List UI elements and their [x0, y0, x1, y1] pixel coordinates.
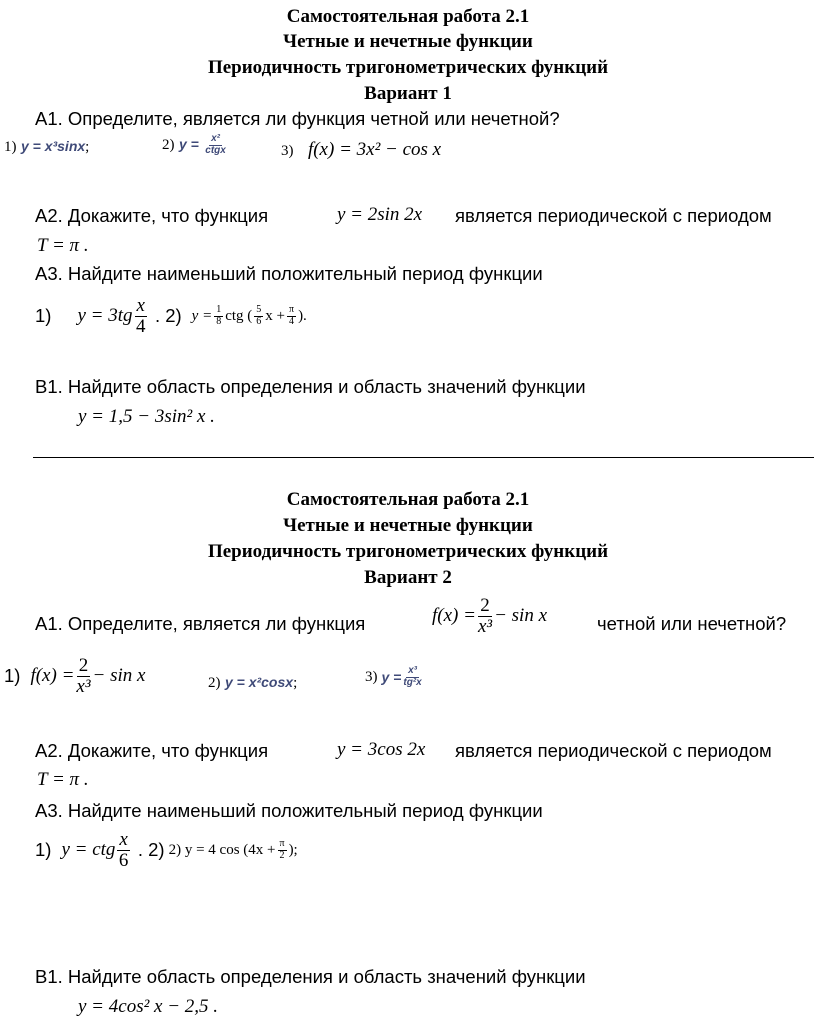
task-a2-formula: y = 2sin 2x	[337, 204, 423, 225]
task-a1-option-1	[4, 656, 145, 697]
fraction-denominator: 4	[135, 315, 146, 337]
fraction-denominator: tg²x	[403, 676, 422, 688]
task-b1-formula: y = 1,5 − 3sin² x .	[78, 406, 215, 427]
formula-rhs: − sin x	[92, 665, 146, 687]
formula-lhs: y =	[381, 669, 402, 685]
formula-lhs: y = 3tg	[77, 305, 133, 327]
variant-label: Вариант 2	[364, 567, 452, 588]
task-b1-text: В1. Найдите область определения и область значений функции	[35, 376, 586, 397]
task-a2-rest: является периодической с периодом	[455, 740, 772, 761]
fraction-numerator: 1	[216, 304, 222, 316]
fraction-denominator: x³	[76, 675, 91, 697]
task-a2-rest: является периодической с периодом	[455, 205, 772, 226]
formula: f(x) = 3x² − cos x	[307, 139, 442, 160]
fraction-denominator: x³	[477, 615, 493, 637]
formula-fraction	[214, 305, 223, 327]
formula-lhs: y = ctg	[61, 839, 116, 861]
task-a1-options	[4, 138, 89, 156]
formula-fraction	[117, 830, 129, 871]
fraction-denominator: 8	[216, 315, 222, 327]
work-subtitle: Периодичность тригонометрических функций	[207, 57, 609, 78]
option-number: 2)	[208, 675, 221, 691]
task-a2-text: А2. Докажите, что функция	[35, 740, 269, 761]
task-a2-formula: y = 3cos 2x	[337, 739, 426, 760]
fraction-numerator: π	[289, 304, 295, 316]
fraction-numerator: 5	[256, 304, 262, 316]
formula-fraction	[287, 305, 296, 327]
formula-text: x +	[265, 307, 285, 324]
option-number: 3)	[281, 143, 294, 159]
formula-fraction	[478, 596, 492, 637]
formula-fraction	[254, 305, 263, 327]
option-number: 1)	[4, 665, 21, 687]
task-a2-period: T = π .	[37, 769, 89, 790]
task-a3-text: А3. Найдите наименьший положительный период функции	[35, 263, 543, 284]
task-a2-text: А2. Докажите, что функция	[35, 205, 269, 226]
fraction-numerator: 2	[480, 595, 490, 616]
separator: ;	[293, 675, 298, 691]
formula-rhs: − sin x	[494, 605, 548, 627]
task-a3-text: А3. Найдите наименьший положительный период функции	[35, 800, 543, 821]
fraction-denominator: 6	[118, 849, 129, 871]
fraction-numerator: π	[279, 838, 285, 850]
formula-fraction	[403, 666, 421, 688]
fraction-denominator: ctgx	[205, 144, 226, 156]
task-a3-options	[35, 296, 307, 337]
separator: . 2)	[137, 839, 165, 861]
formula-fraction	[205, 134, 226, 156]
option-number: 1)	[4, 139, 17, 155]
task-a1-text: А1. Определите, является ли функция	[35, 613, 366, 634]
work-title: Самостоятельная работа 2.1	[286, 489, 530, 510]
work-subtitle: Четные и нечетные функции	[283, 515, 533, 536]
separator: ;	[85, 139, 90, 155]
task-a1-rest: четной или нечетной?	[597, 613, 787, 634]
fraction-denominator: 2	[279, 849, 285, 861]
task-a1-text: А1. Определите, является ли функция четной или нечетной?	[35, 108, 560, 129]
formula-lhs: y =	[191, 307, 213, 324]
formula-fraction	[135, 296, 147, 337]
option-number: 1)	[35, 839, 52, 861]
formula-fraction	[278, 839, 287, 861]
fraction-denominator: 4	[289, 315, 295, 327]
formula-text: 2) y = 4 cos (4x +	[168, 841, 276, 858]
task-a1-option-3	[365, 666, 424, 688]
formula-lhs: y =	[178, 136, 199, 153]
formula-text: );	[288, 841, 298, 858]
formula-image: y = x³sinx	[20, 138, 86, 154]
separator: . 2)	[154, 305, 182, 327]
task-a1-formula	[432, 596, 547, 637]
formula-fraction	[76, 656, 90, 697]
task-b1-formula: y = 4cos² x − 2,5 .	[78, 996, 219, 1017]
option-number: 1)	[35, 305, 52, 327]
task-a2-period: T = π .	[37, 235, 89, 256]
task-a1-option-3	[281, 139, 441, 161]
section-divider	[33, 457, 814, 458]
variant-label: Вариант 1	[364, 83, 452, 104]
formula-image: y = x²cosx	[224, 674, 294, 690]
fraction-numerator: x	[119, 829, 128, 850]
fraction-numerator: 2	[78, 655, 89, 676]
formula-lhs: f(x) =	[30, 665, 75, 687]
option-number: 3)	[365, 668, 378, 685]
fraction-numerator: x	[136, 295, 145, 316]
task-b1-text: В1. Найдите область определения и область значений функции	[35, 966, 586, 987]
task-a1-option-2	[208, 674, 297, 692]
work-subtitle: Четные и нечетные функции	[283, 31, 533, 52]
fraction-numerator: x³	[408, 665, 417, 676]
formula-text: ctg (	[225, 307, 253, 324]
work-subtitle: Периодичность тригонометрических функций	[207, 541, 609, 562]
formula-lhs: f(x) =	[432, 605, 476, 627]
task-a3-options	[35, 830, 298, 871]
fraction-numerator: x²	[211, 133, 220, 144]
task-a1-option-2	[162, 134, 228, 156]
formula-text: ).	[298, 307, 307, 324]
fraction-denominator: 6	[256, 315, 262, 327]
option-number: 2)	[162, 137, 175, 154]
work-title: Самостоятельная работа 2.1	[286, 6, 530, 27]
